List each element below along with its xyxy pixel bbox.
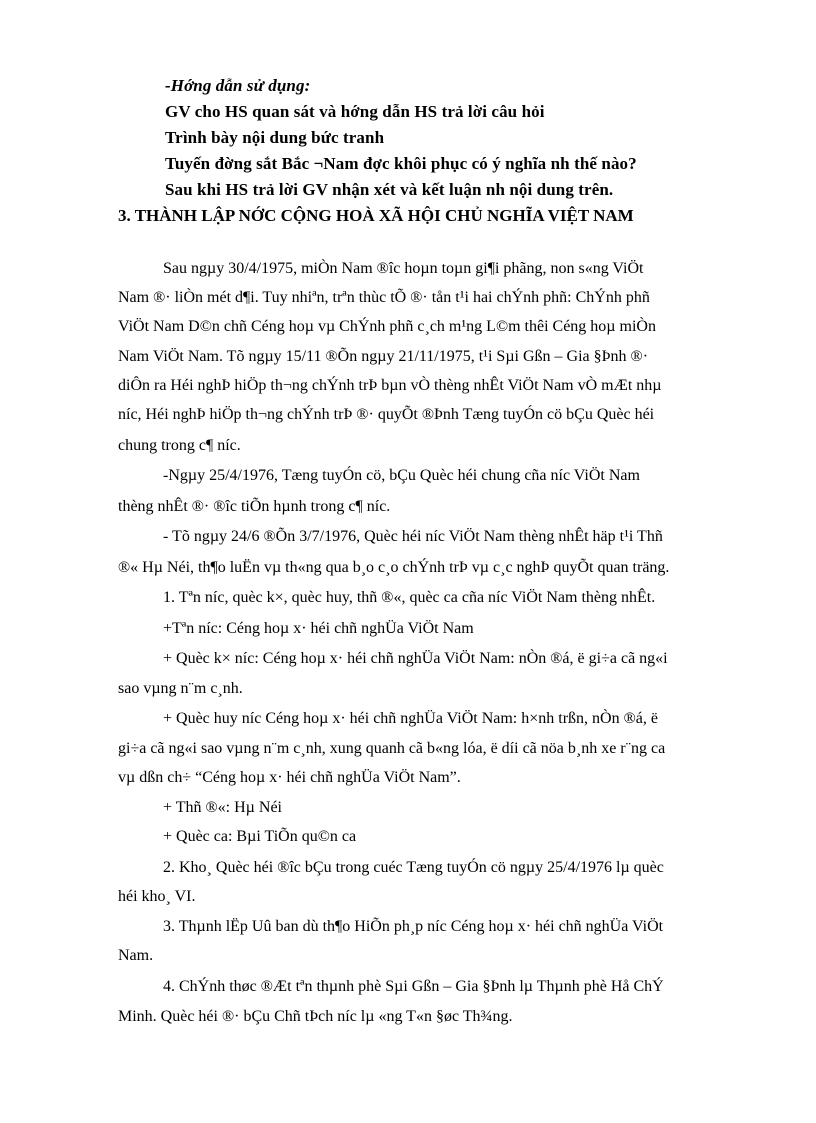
body-line: diÔn ra Héi nghÞ hiÖp th¬ng chÝnh trÞ bµn vÒ thèng nhÊt ViÖt Nam vÒ mÆt nhµ xyxy=(118,377,662,394)
body-line: ViÖt Nam D©n chñ Céng hoµ vµ ChÝnh phñ c¸ch m¹ng L©m thêi Céng hoµ miÒn xyxy=(118,318,656,335)
body-line: Nam ViÖt Nam. Tõ ngµy 15/11 ®Õn ngµy 21/11/1975, t¹i Sµi Gßn – Gia §Þnh ®· xyxy=(118,348,649,365)
body-line: héi kho¸ VI. xyxy=(118,888,196,905)
body-line: + Quèc ca: Bµi TiÕn qu©n ca xyxy=(163,828,357,845)
body-line: - Tõ ngµy 24/6 ®Õn 3/7/1976, Quèc héi níc ViÖt Nam thèng nhÊt häp t¹i Thñ xyxy=(163,528,663,545)
body-line: Sau ngµy 30/4/1975, miÒn Nam ®îc hoµn toµn gi¶i phãng, non s«ng ViÖt xyxy=(163,260,644,277)
body-line: vµ dßn ch÷ “Céng hoµ x· héi chñ nghÜa ViÖt Nam”. xyxy=(118,769,461,786)
guide-line-3: Tuyến đờng sắt Bắc ¬Nam đợc khôi phục có ý nghĩa nh thế nào? xyxy=(165,154,637,173)
body-line: 4. ChÝnh thøc ®Æt tªn thµnh phè Sµi Gßn – Gia §Þnh lµ Thµnh phè Hå ChÝ xyxy=(163,978,664,995)
body-line: Nam. xyxy=(118,947,154,964)
section-heading: 3. THÀNH LẬP NỚC CỘNG HOÀ XÃ HỘI CHỦ NGHĨA VIỆT NAM xyxy=(118,206,634,225)
body-line: ®« Hµ Néi, th¶o luËn vµ th«ng qua b¸o c¸o chÝnh trÞ vµ c¸c nghÞ quyÕt quan träng. xyxy=(118,559,670,576)
guide-line-1: GV cho HS quan sát và hớng dẫn HS trả lời câu hỏi xyxy=(165,102,545,121)
body-line: Nam ®· liÒn mét d¶i. Tuy nhiªn, trªn thùc tÕ ®· tån t¹i hai chÝnh phñ: ChÝnh phñ xyxy=(118,289,650,306)
body-line: + Quèc k× níc: Céng hoµ x· héi chñ nghÜa ViÖt Nam: nÒn ®á, ë gi÷a cã ng«i xyxy=(163,650,668,667)
body-line: 3. Thµnh lËp Uû ban dù th¶o HiÕn ph¸p níc Céng hoµ x· héi chñ nghÜa ViÖt xyxy=(163,918,664,935)
body-line: 2. Kho¸ Quèc héi ®îc bÇu trong cuéc Tæng tuyÓn cö ngµy 25/4/1976 lµ quèc xyxy=(163,859,664,876)
body-line: + Thñ ®«: Hµ Néi xyxy=(163,799,282,816)
body-line: Minh. Quèc héi ®· bÇu Chñ tÞch níc lµ «ng T«n §øc Th¾ng. xyxy=(118,1008,513,1025)
body-line: -Ngµy 25/4/1976, Tæng tuyÓn cö, bÇu Quèc héi chung cña níc ViÖt Nam xyxy=(163,467,640,484)
body-line: +Tªn níc: Céng hoµ x· héi chñ nghÜa ViÖt Nam xyxy=(163,620,474,637)
body-line: gi÷a cã ng«i sao vµng n¨m c¸nh, xung quanh cã b«ng lóa, ë díi cã nöa b¸nh xe r¨ng ca xyxy=(118,740,666,757)
guide-title: -Hớng dẫn sử dụng: xyxy=(165,76,311,95)
body-line: sao vµng n¨m c¸nh. xyxy=(118,680,243,697)
guide-line-2: Trình bày nội dung bức tranh xyxy=(165,128,385,147)
body-line: + Quèc huy níc Céng hoµ x· héi chñ nghÜa ViÖt Nam: h×nh trßn, nÒn ®á, ë xyxy=(163,710,658,727)
body-line: chung trong c¶ níc. xyxy=(118,437,241,454)
body-line: níc, Héi nghÞ hiÖp th¬ng chÝnh trÞ ®· quyÕt ®Þnh Tæng tuyÓn cö bÇu Quèc héi xyxy=(118,406,655,423)
guide-line-4: Sau khi HS trả lời GV nhận xét và kết luận nh nội dung trên. xyxy=(165,180,614,199)
body-line: 1. Tªn níc, quèc k×, quèc huy, thñ ®«, quèc ca cña níc ViÖt Nam thèng nhÊt. xyxy=(163,589,656,606)
body-line: thèng nhÊt ®· ®îc tiÕn hµnh trong c¶ níc. xyxy=(118,498,391,515)
